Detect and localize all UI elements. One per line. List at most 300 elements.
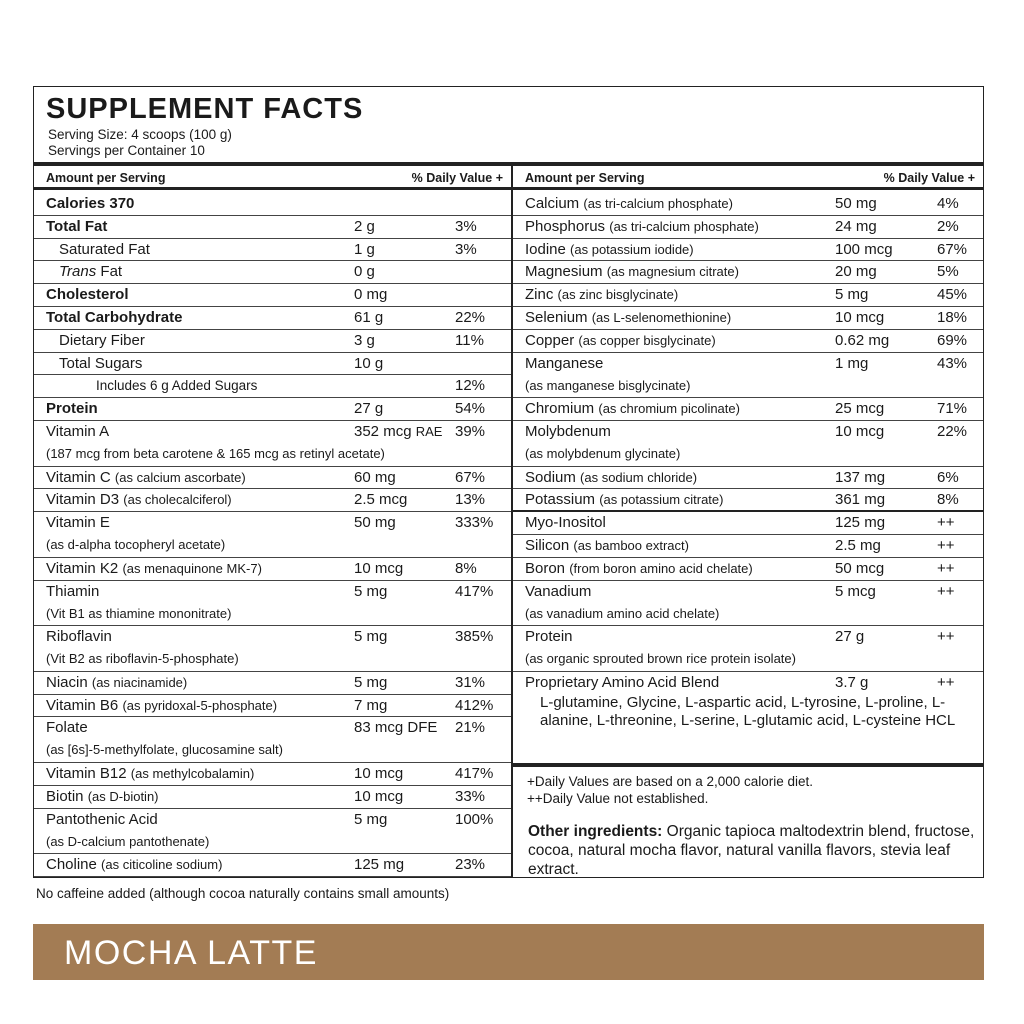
daily-value: 22% [455,308,486,326]
nutrient-row [34,854,511,877]
nutrient-amount-unit: RAE [415,423,443,439]
daily-value: 3% [455,217,477,235]
daily-value: 33% [455,787,486,805]
nutrient-row [34,330,511,353]
nutrient-amount [354,469,396,486]
nutrient-amount [835,218,877,235]
nutrient-name-text: Vitamin A [46,422,110,440]
nutrient-name [46,788,159,805]
nutrient-amount-value: 61 g [354,308,384,326]
nutrient-name [525,514,606,531]
nutrient-row [34,717,511,763]
nutrient-name-text: Potassium [525,491,596,509]
nutrient-amount-value: 27 g [354,400,384,418]
nutrient-row [34,581,511,627]
nutrient-amount [835,560,884,577]
nutrient-row [34,512,511,558]
nutrient-amount-value: 3.7 g [835,673,869,691]
nutrient-name [525,195,733,212]
nutrient-row [513,672,983,740]
nutrient-amount [354,355,383,372]
nutrient-amount-value: 50 mcg [835,559,885,577]
daily-value: ++ [937,559,955,577]
nutrient-amount-value: 125 mg [354,856,405,874]
daily-value: 23% [455,856,486,874]
nutrient-amount-value: 0 mg [354,286,388,304]
nutrient-source-line: (as manganese bisglycinate) [525,377,691,393]
nutrient-name [96,378,257,393]
nutrient-source-line: (as molybdenum glycinate) [525,445,681,461]
daily-value: 412% [455,696,494,714]
daily-value: 4% [937,195,959,212]
nutrient-name [59,355,142,372]
daily-value: ++ [937,582,955,600]
nutrient-amount-value: 5 mg [354,628,388,646]
nutrient-name [46,628,112,645]
daily-value: 71% [937,400,968,418]
nutrient-amount [354,423,442,440]
daily-value: 6% [937,468,959,486]
nutrient-name [46,491,232,508]
footnote-daily-values: +Daily Values are based on a 2,000 calorie diet. [527,774,814,789]
right-column-header [513,166,983,190]
other-ingredients-text: Organic tapioca maltodextrin blend, fructose, cocoa, natural mocha flavor, natural vanilla flavors, stevia leaf extract. [528,823,975,878]
nutrient-source: (as bamboo extract) [573,537,689,553]
nutrient-row [513,216,983,239]
nutrient-amount [835,491,885,508]
nutrient-row [513,558,983,581]
nutrient-row [34,558,511,581]
nutrient-amount-value: 10 mcg [835,308,885,326]
nutrient-row [34,193,511,216]
nutrient-name [46,218,107,235]
nutrient-name-text: Vitamin B12 [46,764,127,782]
nutrient-name-text: Saturated Fat [59,240,150,258]
nutrient-row [513,398,983,421]
nutrient-name-italic: Trans [59,263,97,281]
nutrient-amount-value: 25 mcg [835,400,885,418]
nutrient-name [46,674,187,691]
flavor-banner [33,924,984,980]
nutrient-name [525,263,739,280]
serving-size: Serving Size: 4 scoops (100 g) [48,127,232,142]
nutrient-source: (as tri-calcium phosphate) [609,218,759,234]
nutrient-amount [354,332,375,349]
nutrient-name [46,286,129,303]
nutrient-amount [835,674,868,691]
nutrient-source-line: (as organic sprouted brown rice protein isolate) [525,651,796,667]
nutrient-amount [835,195,877,212]
nutrient-amount-value: 50 mg [354,514,396,532]
nutrient-source: (as tri-calcium phosphate) [583,196,733,211]
nutrient-amount [835,537,881,554]
nutrient-amount-value: 1 g [354,240,375,258]
nutrient-name-text: Folate [46,719,88,737]
nutrient-amount [835,400,884,417]
nutrient-row [34,421,511,467]
blend-ingredients: L-glutamine, Glycine, L-aspartic acid, L-tyrosine, L-proline, L-alanine, L-threonine, L-serine, L-glutamic acid, L-cysteine HCL [540,693,956,729]
nutrient-name-text: Vitamin E [46,514,110,532]
nutrient-source-line: (as vanadium amino acid chelate) [525,605,720,621]
nutrient-row [513,193,983,216]
nutrient-name [59,332,145,349]
nutrient-name-text: Vitamin B6 [46,696,119,714]
nutrient-amount [354,241,375,258]
nutrient-name-text: Niacin [46,673,88,691]
nutrient-name-text: Copper [525,331,575,349]
daily-value: 2% [937,217,959,235]
daily-value: 39% [455,422,486,440]
nutrient-row [34,672,511,695]
nutrient-name-text: Vitamin C [46,468,111,486]
nutrient-source: (as D-biotin) [87,788,159,804]
servings-per-container: Servings per Container 10 [48,143,205,158]
nutrient-amount-value: 10 g [354,354,384,372]
nutrient-name-text: Magnesium [525,263,603,281]
nutrient-amount-value: 60 mg [354,468,396,486]
footnotes [513,763,983,813]
nutrient-name [46,560,262,577]
nutrient-name-text: Dietary Fiber [59,331,145,349]
nutrient-name [525,241,694,258]
nutrient-name-text: Selenium [525,308,588,326]
nutrient-source: (from boron amino acid chelate) [569,560,753,576]
daily-value: 54% [455,400,486,418]
nutrient-amount-value: 10 mcg [354,559,404,577]
nutrient-row [34,239,511,262]
nutrient-name [46,583,99,600]
nutrient-source: (as methylcobalamin) [130,765,255,781]
daily-value: 45% [937,286,968,304]
daily-value: 333% [455,514,494,532]
nutrient-name [46,469,246,486]
nutrient-amount-value: 0.62 mg [835,331,890,349]
nutrient-name [46,811,158,828]
nutrient-amount-value: 137 mg [835,468,886,486]
daily-value: 67% [937,240,968,258]
nutrient-amount [835,355,868,372]
nutrient-source: (as magnesium citrate) [606,264,739,280]
daily-value: 417% [455,764,494,782]
nutrient-amount [354,514,396,531]
nutrient-amount-value: 10 mcg [354,787,404,805]
nutrient-row [34,307,511,330]
daily-value: 22% [937,422,968,440]
nutrient-name-text: Biotin [46,787,84,805]
daily-value: 67% [455,468,486,486]
nutrient-amount-value: 5 mg [835,286,869,304]
amount-per-serving-label: Amount per Serving [46,171,166,185]
nutrient-amount [835,583,876,600]
nutrient-row [513,581,983,627]
nutrient-amount [354,674,387,691]
nutrient-name [46,697,277,714]
nutrient-amount [354,628,387,645]
nutrient-name-text: Choline [46,856,97,874]
nutrient-source: (as niacinamide) [91,674,188,690]
nutrient-name [525,286,678,303]
nutrient-name-text: Manganese [525,354,604,372]
nutrient-amount-value: 5 mg [354,810,388,828]
nutrient-name [46,856,222,873]
nutrient-amount-value: 10 mcg [354,764,404,782]
nutrient-source: (as pyridoxal-5-phosphate) [122,697,278,713]
nutrient-name [525,423,611,440]
amount-per-serving-label: Amount per Serving [525,171,645,185]
nutrient-amount [835,514,885,531]
nutrient-row [34,284,511,307]
nutrient-source: (as menaquinone MK-7) [122,560,262,576]
caffeine-note: No caffeine added (although cocoa naturally contains small amounts) [36,886,450,901]
daily-value: 3% [455,240,477,258]
nutrient-name [46,423,109,440]
nutrient-name-text: Vitamin D3 [46,491,120,509]
nutrient-row [513,421,983,467]
nutrient-row [513,353,983,399]
nutrient-source-line: (as d-alpha tocopheryl acetate) [46,537,226,553]
nutrient-row [34,375,511,398]
nutrient-amount [835,309,884,326]
daily-value: 12% [455,377,486,395]
nutrient-source-line: (Vit B2 as riboflavin-5-phosphate) [46,651,239,667]
nutrient-name [525,332,716,349]
nutrient-source: (as copper bisglycinate) [578,332,716,348]
nutrient-name [46,765,254,782]
nutrient-amount [354,697,387,714]
nutrient-row [513,467,983,490]
flavor-name: MOCHA LATTE [64,934,318,972]
nutrient-amount [354,286,387,303]
nutrient-amount-value: 24 mg [835,217,877,235]
nutrient-amount-value: 5 mg [354,673,388,691]
nutrient-source: (as potassium citrate) [599,492,724,508]
nutrient-amount-value: 125 mg [835,514,886,532]
nutrient-source: (as zinc bisglycinate) [557,287,679,303]
left-nutrient-rows [34,193,511,877]
nutrient-amount-value: 2.5 mg [835,536,881,554]
nutrient-row [34,786,511,809]
nutrient-amount [354,218,375,235]
nutrient-name-text: Includes 6 g Added Sugars [96,378,258,394]
nutrient-source: (as cholecalciferol) [123,492,232,508]
nutrient-amount [354,309,383,326]
nutrient-name-text: Myo-Inositol [525,514,606,532]
nutrient-amount-value: 83 mcg DFE [354,719,438,737]
nutrient-amount [835,628,864,645]
left-column [34,166,511,877]
nutrient-name-text: Protein [525,628,573,646]
nutrient-amount-value: 10 mcg [835,422,885,440]
daily-value-label: % Daily Value + [411,171,503,185]
nutrient-row [34,467,511,490]
daily-value: 5% [937,263,959,281]
other-ingredients [528,822,988,879]
nutrient-row [34,626,511,672]
daily-value: 69% [937,331,968,349]
nutrient-row [34,809,511,855]
daily-value: 13% [455,491,486,509]
nutrient-source-line: (as [6s]-5-methylfolate, glucosamine salt) [46,742,283,758]
nutrient-name-text: Calories 370 [46,195,135,212]
nutrient-row [513,239,983,262]
nutrient-amount-value: 50 mg [835,195,877,212]
nutrient-amount [835,332,889,349]
nutrient-name-text: Protein [46,400,98,418]
daily-value: 11% [455,331,484,349]
nutrient-amount-value: 2.5 mcg [354,491,408,509]
nutrient-name-text: Cholesterol [46,286,129,304]
nutrient-amount [354,560,403,577]
nutrient-amount [354,583,387,600]
nutrient-amount-value: 0 g [354,263,375,281]
nutrient-source: (as calcium ascorbate) [114,469,246,485]
nutrient-amount-value: 1 mg [835,354,869,372]
nutrient-amount-value: 100 mcg [835,240,893,258]
nutrient-amount-value: 20 mg [835,263,877,281]
nutrient-amount [354,263,375,280]
nutrient-name-text: Thiamin [46,582,100,600]
panel-title: SUPPLEMENT FACTS [46,93,364,125]
nutrient-source: (as sodium chloride) [580,469,698,485]
nutrient-amount [354,788,403,805]
supplement-facts-panel [33,86,984,878]
nutrient-name [525,583,591,600]
nutrient-name [59,263,122,280]
nutrient-amount-value: 3 g [354,331,375,349]
other-ingredients-label: Other ingredients: [528,823,663,840]
nutrient-name [46,400,98,417]
nutrient-name-text: Calcium [525,195,580,212]
nutrient-row [513,626,983,672]
nutrient-name-rest: Fat [96,263,123,281]
nutrient-name-text: Vitamin K2 [46,559,119,577]
nutrient-name [525,218,759,235]
daily-value: 21% [455,719,486,737]
nutrient-amount [354,811,387,828]
nutrient-row [513,535,983,558]
nutrient-name [46,719,88,736]
right-nutrient-rows [513,193,983,740]
nutrient-name-text: Proprietary Amino Acid Blend [525,673,720,691]
daily-value-label: % Daily Value + [883,171,975,185]
daily-value: ++ [937,536,955,554]
nutrient-name-text: Total Sugars [59,354,143,372]
nutrient-amount [354,400,383,417]
nutrient-amount-value: 5 mg [354,582,388,600]
nutrient-name-text: Sodium [525,468,576,486]
nutrient-name-text: Total Carbohydrate [46,308,183,326]
daily-value: ++ [937,628,955,646]
footnote-not-established: ++Daily Value not established. [527,791,709,806]
nutrient-row [513,512,983,535]
nutrient-source: (as chromium picolinate) [598,401,740,417]
nutrient-name [525,628,573,645]
nutrient-name [59,241,150,258]
nutrient-amount-value: 2 g [354,217,375,235]
nutrient-row [513,261,983,284]
daily-value: 18% [937,308,968,326]
nutrient-row [34,763,511,786]
nutrient-amount [354,491,407,508]
nutrient-row [34,353,511,376]
nutrient-row [34,216,511,239]
nutrient-row [513,307,983,330]
nutrient-source-line: (as D-calcium pantothenate) [46,833,210,849]
nutrient-name-text: Molybdenum [525,422,611,440]
daily-value: ++ [937,673,955,691]
nutrient-amount [835,286,868,303]
nutrient-name [525,674,719,691]
nutrient-name [525,560,753,577]
nutrient-name [46,309,182,326]
nutrient-name-text: Total Fat [46,217,108,235]
nutrient-name-text: Vanadium [525,582,592,600]
nutrient-row [513,284,983,307]
nutrient-name-text: Silicon [525,536,570,554]
nutrient-name [525,400,740,417]
nutrient-name-text: Chromium [525,400,595,418]
nutrient-name-text: Boron [525,559,566,577]
daily-value: 100% [455,810,494,828]
daily-value: 417% [455,582,494,600]
daily-value: 31% [455,673,486,691]
nutrient-row [34,398,511,421]
nutrient-source: (as L-selenomethionine) [591,309,732,325]
nutrient-source-line: (187 mcg from beta carotene & 165 mcg as retinyl acetate) [46,445,385,461]
nutrient-name [525,537,689,554]
nutrient-amount [835,241,893,258]
nutrient-source: (as potassium iodide) [570,241,694,257]
nutrient-name-text: Iodine [525,240,566,258]
nutrient-amount-value: 27 g [835,628,865,646]
nutrient-amount-value: 5 mcg [835,582,876,600]
nutrient-name [525,469,697,486]
nutrient-name [46,195,134,212]
nutrient-amount [835,423,884,440]
nutrient-amount [354,765,403,782]
nutrient-name-text: Riboflavin [46,628,112,646]
nutrient-name-text: Pantothenic Acid [46,810,158,828]
nutrient-name [525,491,723,508]
serving-info [48,127,232,159]
daily-value: ++ [937,514,955,532]
nutrient-row [34,489,511,512]
nutrient-amount [835,263,877,280]
nutrient-amount-value: 361 mg [835,491,886,509]
nutrient-name [525,309,731,326]
nutrient-source-line: (Vit B1 as thiamine mononitrate) [46,605,232,621]
nutrient-name-text: Phosphorus [525,217,606,235]
nutrient-amount-value: 7 mg [354,696,388,714]
nutrient-amount [835,469,885,486]
daily-value: 43% [937,354,968,372]
nutrient-name-text: Zinc [525,286,554,304]
nutrient-row [513,489,983,512]
nutrient-row [34,695,511,718]
nutrient-row [34,261,511,284]
right-column [513,166,983,740]
daily-value: 385% [455,628,494,646]
nutrient-source: (as citicoline sodium) [101,857,223,873]
left-column-header [34,166,511,190]
nutrient-amount [354,719,437,736]
nutrient-amount-value: 352 mcg [354,422,412,440]
nutrient-amount [354,856,404,873]
daily-value: 8% [455,559,477,577]
nutrient-row [513,330,983,353]
nutrient-name [46,514,110,531]
nutrient-name [525,355,603,372]
